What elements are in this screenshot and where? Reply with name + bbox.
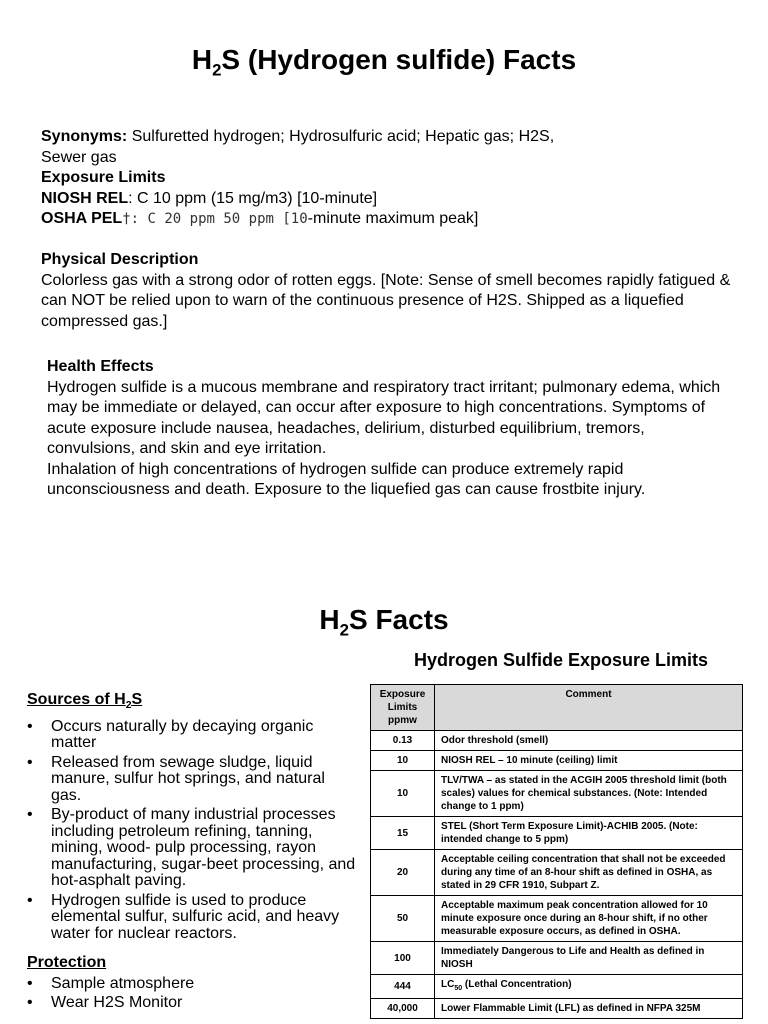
table-row xyxy=(371,850,743,896)
comment-cell: NIOSH REL – 10 minute (ceiling) limit xyxy=(435,751,743,771)
sources-heading-rest: S xyxy=(131,691,143,708)
limit-cell: 10 xyxy=(371,751,435,771)
osha-mono-text: : C 20 ppm 50 ppm [10 xyxy=(130,211,308,227)
limit-cell: 20 xyxy=(371,850,435,896)
niosh-label: NIOSH REL xyxy=(41,189,129,207)
health-paragraph-1: Hydrogen sulfide is a mucous membrane and respiratory tract irritant; pulmonary edema, which may be immediate or delayed, can occur after exposure to high concentrations. Symptoms of acute exposure include nausea, headaches, delirium, disturbed equilibrium, tremors, convulsions, and skin and eye irritation. xyxy=(47,378,721,457)
title-subscript: 2 xyxy=(212,60,222,80)
limit-cell: 10 xyxy=(371,771,435,817)
table-row xyxy=(371,751,743,771)
protection-list xyxy=(27,976,357,1012)
limit-cell: 50 xyxy=(371,896,435,942)
comment-cell: Acceptable maximum peak concentration allowed for 10 minute exposure once during an 8-hour shift, if no other measurable exposure occurs, as defined in OSHA. xyxy=(435,896,743,942)
sources-heading-text: Sources of H xyxy=(27,691,126,708)
physical-text: Colorless gas with a strong odor of rotten eggs. [Note: Sense of smell becomes rapidly fatigued & can NOT be relied upon to warn of the continuous presence of H2S. Shipped as a liquefied compressed gas.] xyxy=(41,271,731,330)
sources-heading xyxy=(27,692,357,715)
limit-cell: 100 xyxy=(371,942,435,975)
comment-cell: TLV/TWA – as stated in the ACGIH 2005 threshold limit (both scales) values for chemical substances. (Note: Intended change to 1 ppm) xyxy=(435,771,743,817)
health-paragraph-2: Inhalation of high concentrations of hydrogen sulfide can produce extremely rapid unconsciousness and death. Exposure to the liquefied gas can cause frostbite injury. xyxy=(47,460,646,498)
health-section xyxy=(47,357,737,501)
comment-cell: Lower Flammable Limit (LFL) as defined in NFPA 325M xyxy=(435,999,743,1019)
table-title: Hydrogen Sulfide Exposure Limits xyxy=(413,650,709,670)
protection-heading: Protection xyxy=(27,954,107,972)
osha-text: -minute maximum peak] xyxy=(307,210,479,227)
comment-cell xyxy=(435,975,743,999)
section-title xyxy=(0,604,768,641)
synonyms-text: Sulfuretted hydrogen; Hydrosulfuric acid; Hepatic gas; H2S, xyxy=(127,128,555,145)
table-header-row xyxy=(371,685,743,731)
comment-cell: Odor threshold (smell) xyxy=(435,731,743,751)
comment-cell: Acceptable ceiling concentration that shall not be exceeded during any time of an 8-hour shift as defined in OSHA, as stated in 29 CFR 1910, Subpart Z. xyxy=(435,850,743,896)
sources-list xyxy=(27,719,357,943)
section-title-subscript: 2 xyxy=(339,620,349,640)
section-title-rest: S Facts xyxy=(348,604,449,635)
table-row xyxy=(371,771,743,817)
osha-dagger: † xyxy=(122,211,131,227)
table-row xyxy=(371,942,743,975)
table-row xyxy=(371,896,743,942)
comment-cell: STEL (Short Term Exposure Limit)-ACHIB 2005. (Note: intended change to 5 ppm) xyxy=(435,817,743,850)
exposure-heading: Exposure Limits xyxy=(41,169,166,186)
limit-cell: 444 xyxy=(371,975,435,999)
title-text-rest: S (Hydrogen sulfide) Facts xyxy=(221,44,577,75)
physical-heading: Physical Description xyxy=(41,251,199,268)
list-item: • Hydrogen sulfide is used to produce elemental sulfur, sulfuric acid, and heavy water for nuclear reactors. xyxy=(27,893,357,943)
page-title xyxy=(0,44,768,81)
comment-lc-text: LC xyxy=(441,979,455,990)
list-item: • Wear H2S Monitor xyxy=(27,995,357,1012)
limit-cell: 0.13 xyxy=(371,731,435,751)
list-item: • By-product of many industrial processes including petroleum refining, tanning, mining, wood- pulp processing, rayon manufacturing, sugar-beet processing, and hot-asphalt paving. xyxy=(27,807,357,890)
table-row xyxy=(371,999,743,1019)
niosh-text: : C 10 ppm (15 mg/m3) [10-minute] xyxy=(128,189,378,207)
list-item: • Released from sewage sludge, liquid manure, sulfur hot springs, and natural gas. xyxy=(27,755,357,805)
comment-cell: Immediately Dangerous to Life and Health as defined in NIOSH xyxy=(435,942,743,975)
sources-heading-sub: 2 xyxy=(125,700,132,712)
list-item: • Occurs naturally by decaying organic matter xyxy=(27,719,357,752)
table-row xyxy=(371,817,743,850)
osha-label: OSHA PEL xyxy=(41,210,123,227)
comment-lc-sub: 50 xyxy=(454,985,463,992)
table-row xyxy=(371,731,743,751)
health-heading: Health Effects xyxy=(47,358,154,375)
synonyms-text-2: Sewer gas xyxy=(41,148,117,166)
synonyms-section xyxy=(41,127,641,230)
limit-cell: 40,000 xyxy=(371,999,435,1019)
header-limit: Exposure Limits ppmw xyxy=(371,685,435,731)
sources-section xyxy=(27,692,357,1015)
comment-lc-rest: (Lethal Concentration) xyxy=(462,979,572,990)
synonyms-label: Synonyms: xyxy=(41,128,128,145)
limit-cell: 15 xyxy=(371,817,435,850)
list-item: • Sample atmosphere xyxy=(27,976,357,993)
title-text: H xyxy=(191,44,213,75)
exposure-limits-table xyxy=(370,684,743,1019)
section-title-text: H xyxy=(319,604,340,635)
header-comment: Comment xyxy=(435,685,743,731)
table-row xyxy=(371,975,743,999)
physical-section xyxy=(41,250,741,332)
